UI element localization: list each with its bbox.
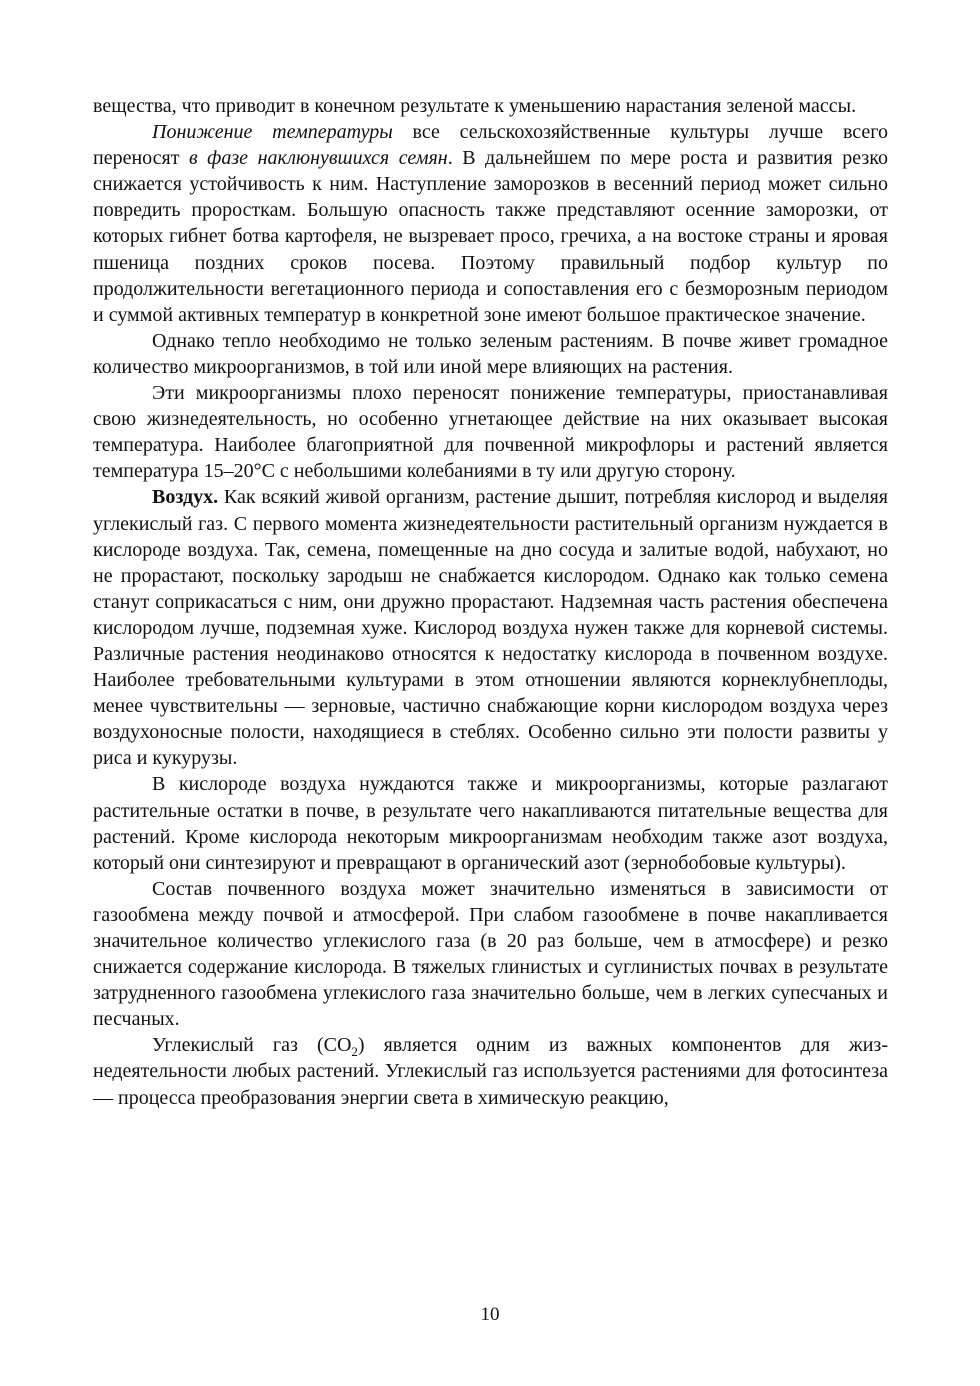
bold-heading: Воздух. (152, 486, 219, 509)
text-run: Однако тепло необходимо не только зеленым растениям. В почве живет громадное количество микроорганизмов, в той или иной мере влияющих на растения. (93, 329, 888, 378)
page-body (93, 93, 888, 1111)
text-run: Состав почвенного воздуха может значительно изменяться в зависимости от газообмена между почвой и атмосферой. При слабом газообмене в почве накапливается значительное количество углекислого газа (в 20 раз больше, чем в атмосфере) и резко снижается содержание кислорода. В тяжелых глинистых и суглинистых почвах в результате затрудненного газообмена углекислого газа значительно больше, чем в легких супесчаных и песчаных. (93, 877, 888, 1031)
italic-phrase: в фазе наклюнувшихся семян (188, 147, 448, 170)
paragraph-p5 (93, 484, 888, 771)
text-run: вещества, что приводит в конечном результате к уменьшению нарастания зеленой массы. (93, 95, 857, 117)
paragraph-p2 (93, 119, 888, 328)
text-run: Углекислый газ (СО (152, 1034, 352, 1057)
text-run: В кислороде воздуха нуждаются также и микроорганизмы, которые разлагают растительные остатки в почве, в результате чего накапливаются питательные вещества для растений. Кроме кислорода некоторым микроорганизмам необходим также азот воздуха, который они синтезируют и превращают в органический азот (зернобобовые культуры). (93, 773, 888, 874)
italic-phrase: Понижение температуры (152, 121, 393, 144)
paragraph-p3 (93, 328, 888, 380)
text-run: ) является одним из важных компонентов для жизнедеятельности любых растений. Углекислый газ используется растениями для фотосинтеза — процесса преобразования энергии света в химическую реакцию, (93, 1034, 888, 1109)
paragraph-p7 (93, 876, 888, 1033)
text-run: Эти микроорганизмы плохо переносят понижение температуры, приостанавливая свою жизнедеятельность, но особенно угнетающее действие на них оказывает высокая температура. Наиболее благоприятной для почвенной микрофлоры и растений является температура 15–20°С с небольшими колебаниями в ту или другую сторону. (93, 382, 888, 483)
text-run: Как всякий живой организм, растение дышит, потребляя кислород и выделяя углекислый газ. С первого момента жизнедеятельности растительный организм нуждается в кислороде воздуха. Так, семена, помещенные на дно сосуда и залитые водой, набухают, но не прорастают, поскольку зародыш не снабжается кислородом. Однако как только семена станут соприкасаться с ним, они дружно прорастают. Надземная часть растения обеспечена кислородом лучше, подземная хуже. Кислород воздуха нужен также для корневой системы. Различные растения неодинаково относятся к недостатку кислорода в почвенном воздухе. Наиболее требовательными культурами в этом отношении являются корнеклубнеплоды, менее чувствительны — зерновые, частично снабжающие корни кислородом воздуха через воздухоносные полости, находящиеся в стеблях. Особенно сильно эти полости развиты у риса и кукурузы. (93, 486, 888, 770)
paragraph-p6 (93, 771, 888, 875)
text-run: все сельскохозяйственные культуры лучше всего переносят (93, 121, 888, 170)
paragraph-p8 (93, 1032, 888, 1110)
paragraph-p1 (93, 93, 888, 119)
page-number: 10 (480, 1304, 500, 1325)
text-run: . В дальнейшем по мере роста и развития резко снижается устойчивость к ним. Наступление заморозков в весенний период может сильно повредить проросткам. Большую опасность также представляют осенние заморозки, от которых гибнет ботва картофеля, не вызревает просо, гречиха, а на востоке страны и яровая пшеница поздних сроков посева. Поэтому правильный подбор культур по продолжительности вегетационного периода и сопоставления его с безморозным периодом и суммой активных температур в конкретной зоне имеют большое практическое значение. (93, 147, 888, 326)
subscript: 2 (351, 1044, 358, 1060)
paragraph-p4 (93, 380, 888, 484)
